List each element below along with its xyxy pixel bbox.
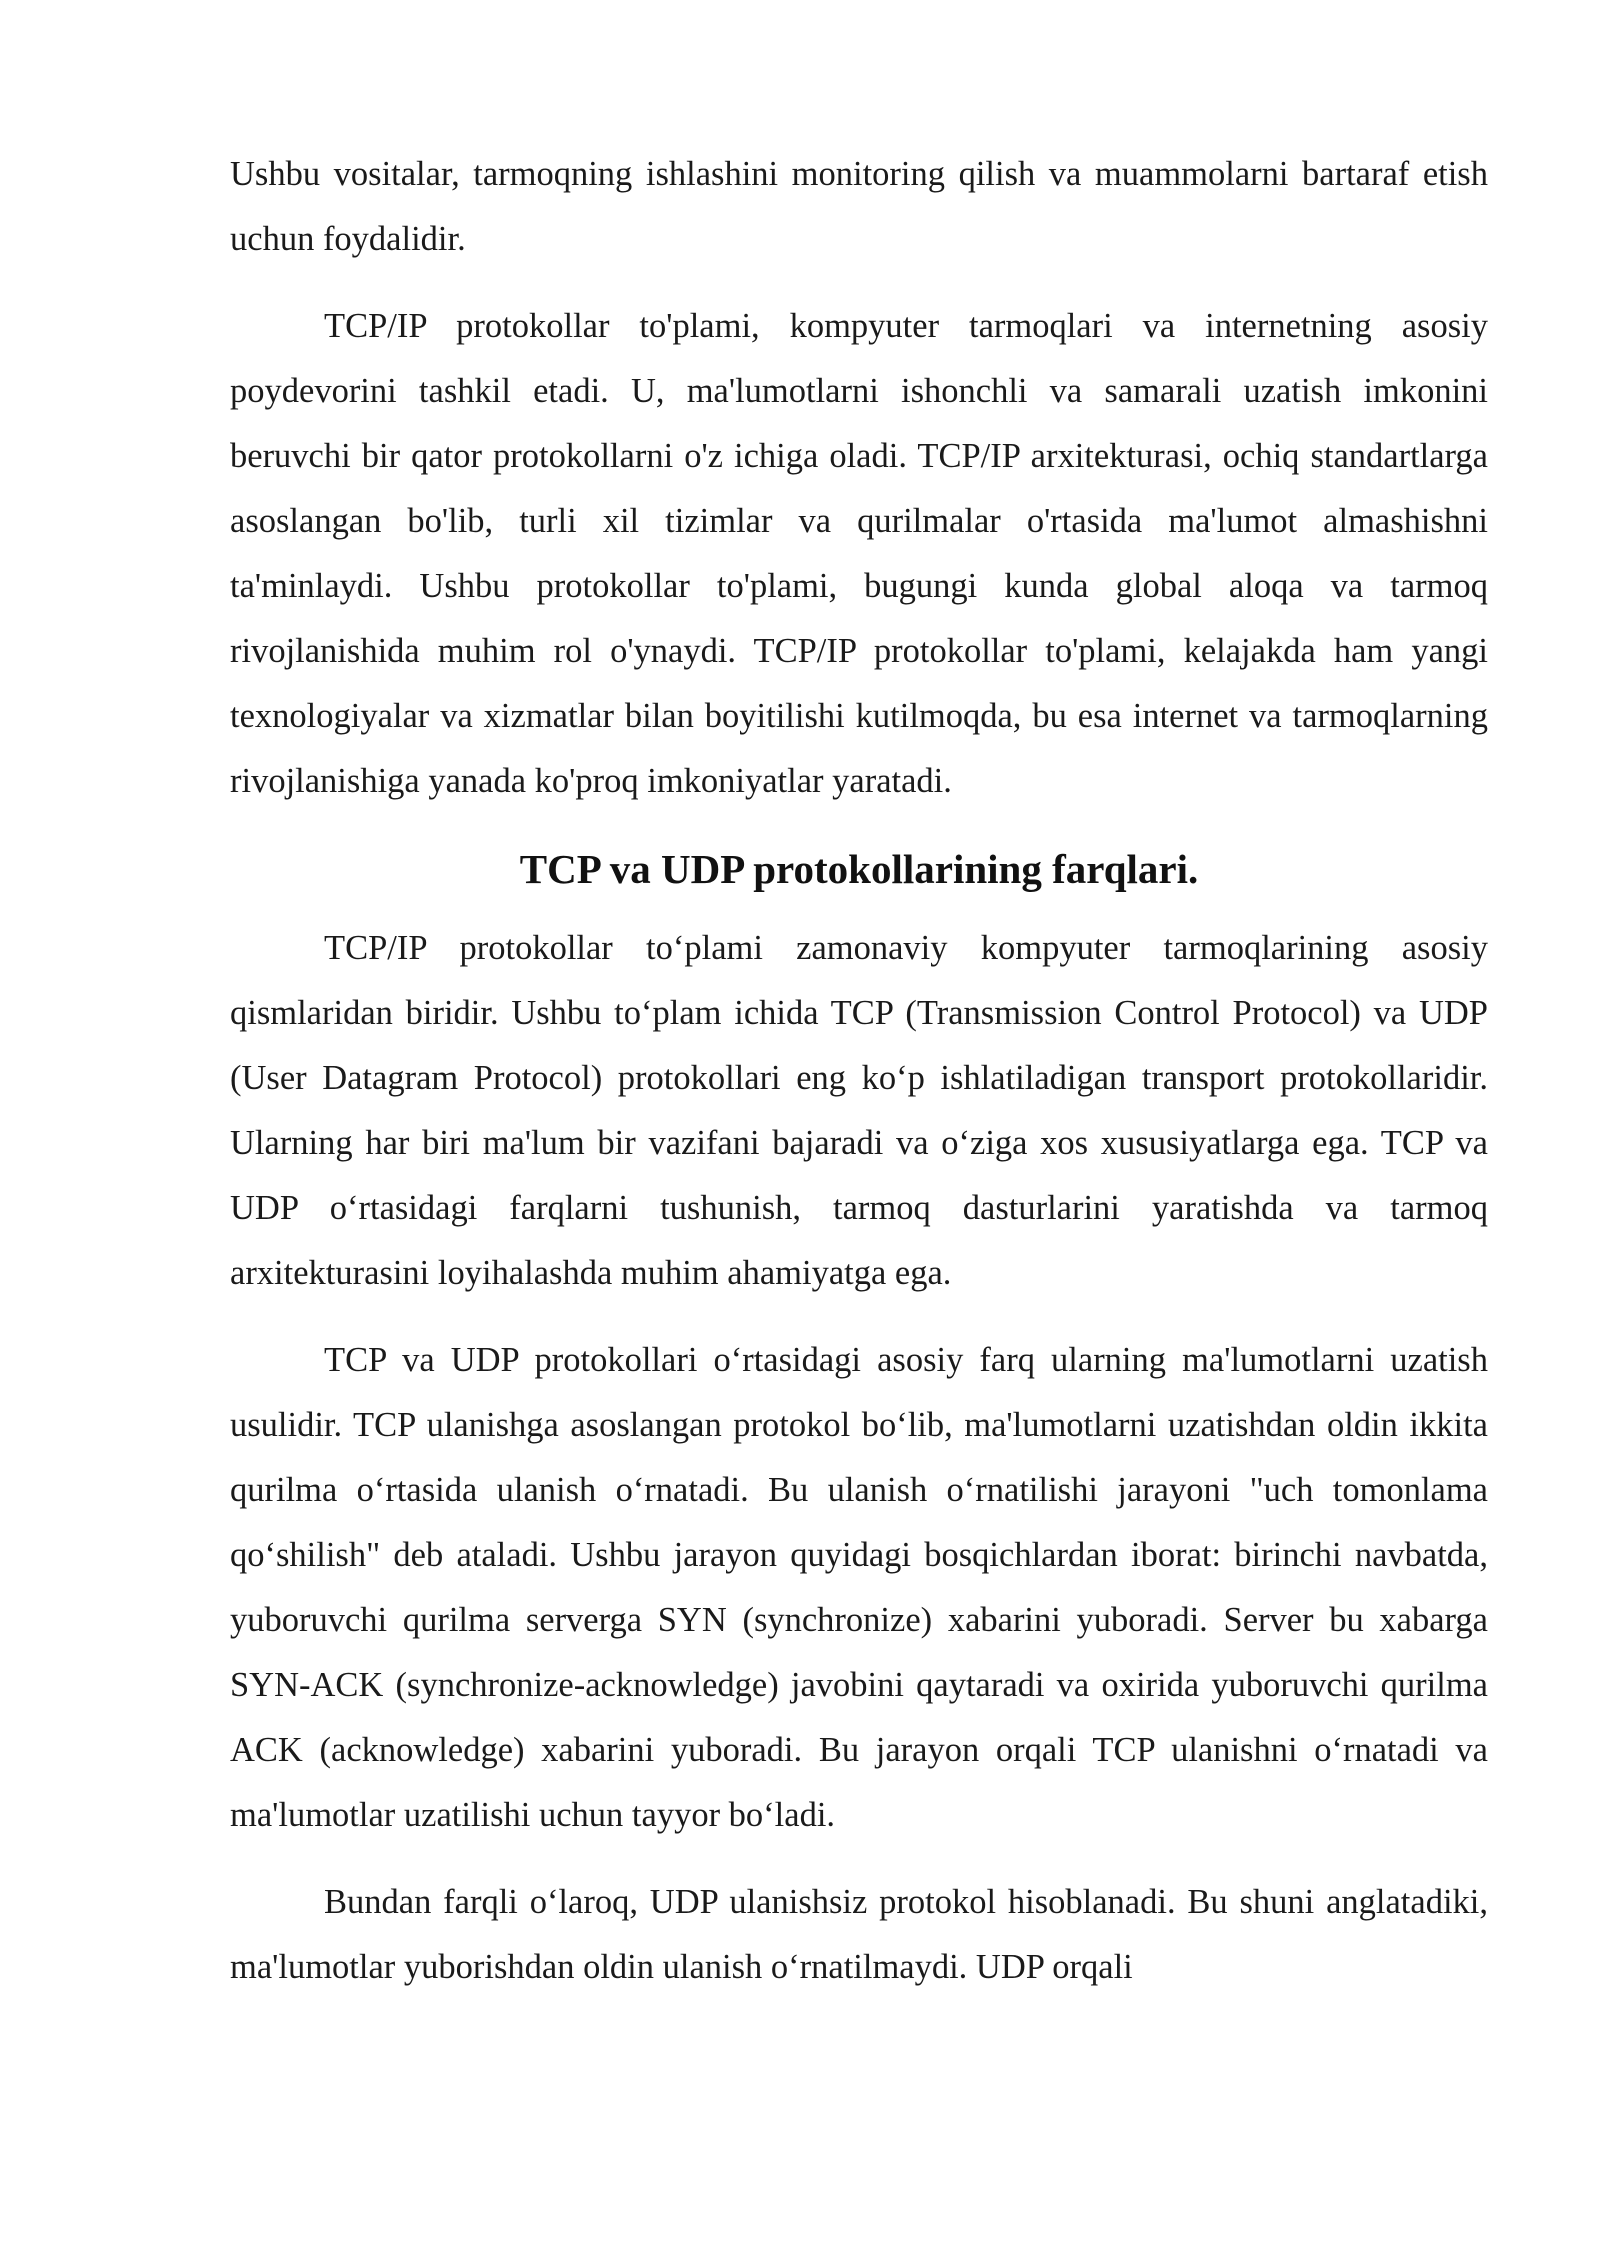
paragraph-continuation: Ushbu vositalar, tarmoqning ishlashini monitoring qilish va muammolarni bartaraf etish uchun foydalidir. xyxy=(230,155,1488,258)
document-page xyxy=(230,142,1488,2022)
paragraph-tcpip-overview: TCP/IP protokollar to'plami, kompyuter tarmoqlari va internetning asosiy poydevorini tashkil etadi. U, ma'lumotlarni ishonchli va samarali uzatish imkonini beruvchi bir qator protokollarni o'z ichiga oladi. TCP/IP arxitekturasi, ochiq standartlarga asoslangan bo'lib, turli xil tizimlar va qurilmalar o'rtasida ma'lumot almashishni ta'minlaydi. Ushbu protokollar to'plami, bugungi kunda global aloqa va tarmoq rivojlanishida muhim rol o'ynaydi. TCP/IP protokollar to'plami, kelajakda ham yangi texnologiyalar va xizmatlar bilan boyitilishi kutilmoqda, bu esa internet va tarmoqlarning rivojlanishiga yanada ko'proq imkoniyatlar yaratadi. xyxy=(230,307,1488,800)
paragraph-tcp-handshake: TCP va UDP protokollari o‘rtasidagi asosiy farq ularning ma'lumotlarni uzatish usulidir. TCP ulanishga asoslangan protokol bo‘lib, ma'lumotlarni uzatishdan oldin ikkita qurilma o‘rtasida ulanish o‘rnatadi. Bu ulanish o‘rnatilishi jarayoni "uch tomonlama qo‘shilish" deb ataladi. Ushbu jarayon quyidagi bosqichlardan iborat: birinchi navbatda, yuboruvchi qurilma serverga SYN (synchronize) xabarini yuboradi. Server bu xabarga SYN-ACK (synchronize-acknowledge) javobini qaytaradi va oxirida yuboruvchi qurilma ACK (acknowledge) xabarini yuboradi. Bu jarayon orqali TCP ulanishni o‘rnatadi va ma'lumotlar uzatilishi uchun tayyor bo‘ladi. xyxy=(230,1341,1488,1834)
paragraph-tcp-udp-intro: TCP/IP protokollar to‘plami zamonaviy kompyuter tarmoqlarining asosiy qismlaridan biridir. Ushbu to‘plam ichida TCP (Transmission Control Protocol) va UDP (User Datagram Protocol) protokollari eng ko‘p ishlatiladigan transport protokollaridir. Ularning har biri ma'lum bir vazifani bajaradi va o‘ziga xos xususiyatlarga ega. TCP va UDP o‘rtasidagi farqlarni tushunish, tarmoq dasturlarini yaratishda va tarmoq arxitekturasini loyihalashda muhim ahamiyatga ega. xyxy=(230,929,1488,1292)
section-heading: TCP va UDP protokollarining farqlari. xyxy=(519,846,1199,892)
paragraph-udp-connectionless: Bundan farqli o‘laroq, UDP ulanishsiz protokol hisoblanadi. Bu shuni anglatadiki, ma'lumotlar yuborishdan oldin ulanish o‘rnatilmaydi. UDP orqali xyxy=(230,1883,1488,1986)
